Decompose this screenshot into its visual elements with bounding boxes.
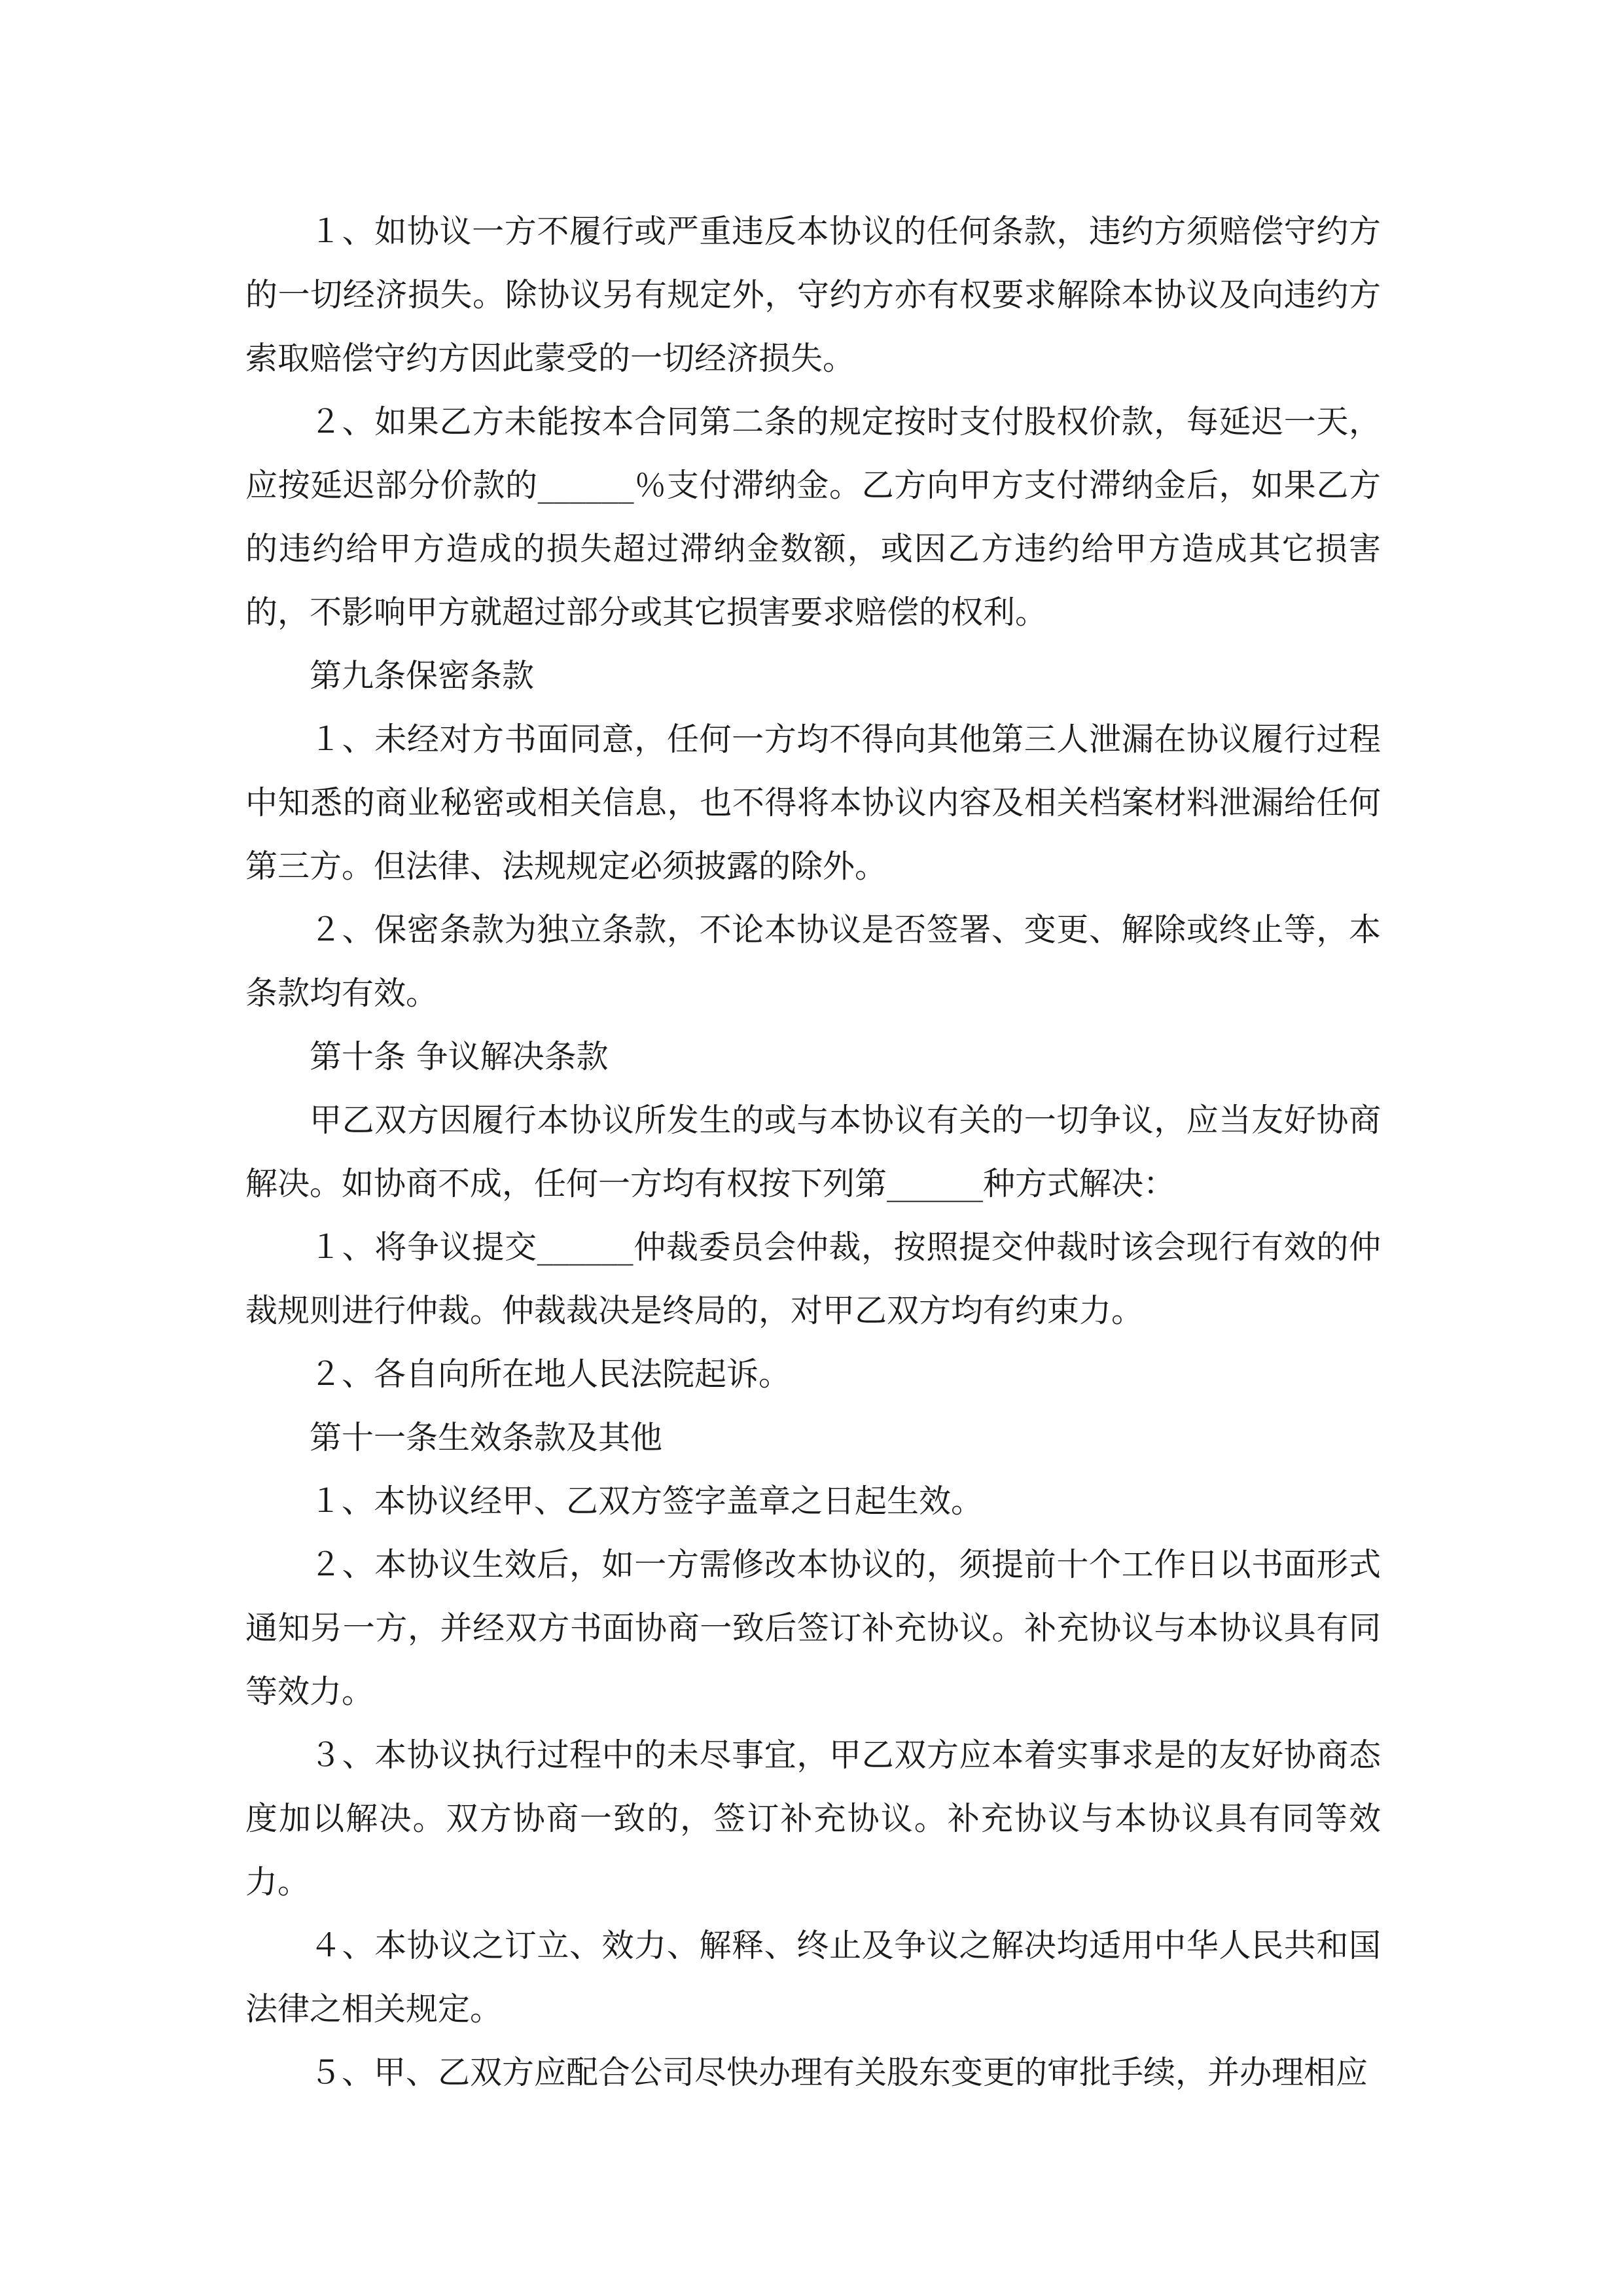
document-body [245,200,1381,2104]
clause-11-item-2: ２、本协议生效后，如一方需修改本协议的，须提前十个工作日以书面形式通知另一方，并经双方书面协商一致后签订补充协议。补充协议与本协议具有同等效力。 [245,1546,1381,1710]
clause-8-item-1: １、如协议一方不履行或严重违反本协议的任何条款，违约方须赔偿守约方的一切经济损失。除协议另有规定外，守约方亦有权要求解除本协议及向违约方索取赔偿守约方因此蒙受的一切经济损失。 [245,213,1381,377]
clause-9-item-2: ２、保密条款为独立条款，不论本协议是否签署、变更、解除或终止等，本条款均有效。 [245,911,1381,1012]
clause-10-heading: 第十条 争议解决条款 [310,1038,609,1075]
clause-11-item-4: ４、本协议之订立、效力、解释、终止及争议之解决均适用中华人民共和国法律之相关规定。 [245,1927,1381,2028]
clause-9-item-1: １、未经对方书面同意，任何一方均不得向其他第三人泄漏在协议履行过程中知悉的商业秘密或相关信息，也不得将本协议内容及相关档案材料泄漏给任何第三方。但法律、法规规定必须披露的除外。 [245,721,1381,885]
clause-10-intro: 甲乙双方因履行本协议所发生的或与本协议有关的一切争议，应当友好协商解决。如协商不成，任何一方均有权按下列第______种方式解决： [245,1102,1381,1202]
clause-11-item-1: １、本协议经甲、乙双方签字盖章之日起生效。 [310,1482,984,1520]
clause-10-item-2: ２、各自向所在地人民法院起诉。 [310,1355,791,1393]
clause-11-item-3: ３、本协议执行过程中的未尽事宜，甲乙双方应本着实事求是的友好协商态度加以解决。双方协商一致的，签订补充协议。补充协议与本协议具有同等效力。 [245,1736,1381,1901]
clause-10-item-1: １、将争议提交______仲裁委员会仲裁，按照提交仲裁时该会现行有效的仲裁规则进行仲裁。仲裁裁决是终局的，对甲乙双方均有约束力。 [245,1229,1381,1329]
clause-9-heading: 第九条保密条款 [310,657,535,694]
clause-11-item-5: ５、甲、乙双方应配合公司尽快办理有关股东变更的审批手续，并办理相应 [310,2054,1368,2091]
clause-11-heading: 第十一条生效条款及其他 [310,1419,663,1456]
clause-8-item-2: ２、如果乙方未能按本合同第二条的规定按时支付股权价款，每延迟一天，应按延迟部分价款的______％支付滞纳金。乙方向甲方支付滞纳金后，如果乙方的违约给甲方造成的损失超过滞纳金数额，或因乙方违约给甲方造成其它损害的，不影响甲方就超过部分或其它损害要求赔偿的权利。 [245,403,1381,631]
